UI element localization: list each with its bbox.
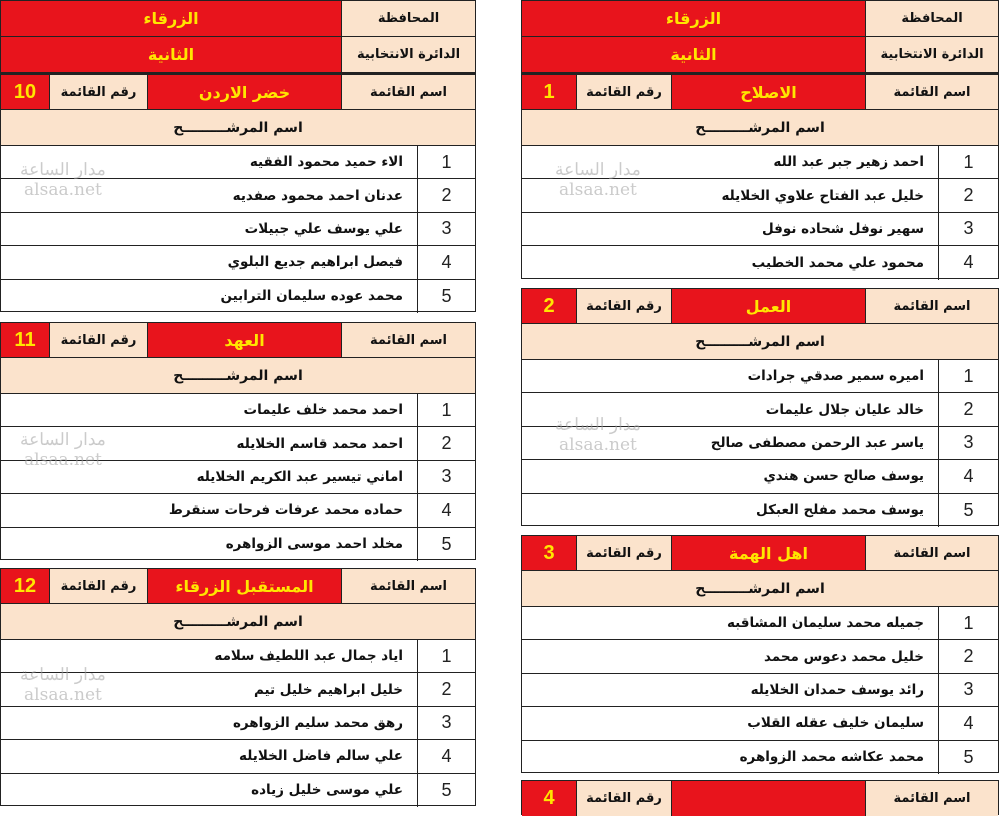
list-number: 1 xyxy=(522,75,576,109)
list-title-row xyxy=(1,569,475,604)
list-name: اهل الهمة xyxy=(671,536,865,570)
list-name xyxy=(671,781,865,816)
table-row xyxy=(522,640,998,673)
candidate-name: احمد زهير جبر عبد الله xyxy=(773,154,924,171)
candidate-header: اسم المرشـــــــــح xyxy=(522,324,998,359)
candidate-index: 3 xyxy=(938,674,998,706)
candidate-index: 3 xyxy=(938,427,998,459)
candidate-name: حماده محمد عرفات فرحات سنقرط xyxy=(168,502,403,519)
list-name: الاصلاح xyxy=(671,75,865,109)
list-number: 4 xyxy=(522,781,576,816)
candidate-index: 3 xyxy=(417,707,475,739)
watermark-en: alsaa.net xyxy=(559,180,637,200)
list-name-label: اسم القائمة xyxy=(865,781,998,816)
watermark-ar: مدار الساعة xyxy=(20,430,106,450)
table-row xyxy=(522,607,998,640)
candidate-name: علي سالم فاضل الخلايله xyxy=(239,748,403,765)
candidate-header: اسم المرشـــــــــح xyxy=(522,571,998,606)
candidate-list-table xyxy=(521,535,999,773)
list-number-label: رقم القائمة xyxy=(49,569,147,603)
table-row xyxy=(1,740,475,773)
table-row xyxy=(522,494,998,527)
candidate-name: احمد محمد خلف عليمات xyxy=(243,402,403,419)
list-title-row xyxy=(522,289,998,324)
list-title-row xyxy=(522,75,998,110)
list-number-label: رقم القائمة xyxy=(49,75,147,109)
district-label: الدائرة الانتخابية xyxy=(341,37,475,72)
candidate-index: 2 xyxy=(938,179,998,211)
candidate-header-row xyxy=(1,110,475,146)
watermark-ar: مدار الساعة xyxy=(20,665,106,685)
candidate-index: 5 xyxy=(938,741,998,774)
candidate-index: 3 xyxy=(417,213,475,245)
table-row xyxy=(522,246,998,279)
candidate-header: اسم المرشـــــــــح xyxy=(1,604,475,639)
table-row xyxy=(1,774,475,807)
table-row xyxy=(1,394,475,427)
province-row xyxy=(522,1,998,37)
table-row xyxy=(522,360,998,393)
candidate-name: عدنان احمد محمود صفديه xyxy=(232,187,403,204)
list-title-row xyxy=(522,781,998,816)
candidate-index: 4 xyxy=(417,494,475,526)
candidate-index: 5 xyxy=(417,280,475,313)
list-number-label: رقم القائمة xyxy=(576,289,671,323)
candidate-index: 5 xyxy=(938,494,998,527)
list-number: 3 xyxy=(522,536,576,570)
list-name-label: اسم القائمة xyxy=(341,323,475,357)
list-name-label: اسم القائمة xyxy=(341,75,475,109)
candidate-name: محمود علي محمد الخطيب xyxy=(751,254,924,271)
candidate-header-row xyxy=(522,571,998,607)
candidate-index: 1 xyxy=(938,146,998,178)
watermark xyxy=(20,430,106,470)
candidate-name: محمد عكاشه محمد الزواهره xyxy=(739,749,924,766)
table-row xyxy=(522,460,998,493)
candidate-list-table xyxy=(521,780,999,815)
candidate-name: سهير نوفل شحاده نوفل xyxy=(761,220,924,237)
list-title-row xyxy=(1,75,475,110)
list-number-label: رقم القائمة xyxy=(576,781,671,816)
candidate-name: اياد جمال عبد اللطيف سلامه xyxy=(214,648,403,665)
candidate-index: 1 xyxy=(938,360,998,392)
candidate-name: يوسف صالح حسن هندي xyxy=(763,468,924,485)
list-name: العمل xyxy=(671,289,865,323)
list-number-label: رقم القائمة xyxy=(49,323,147,357)
table-row xyxy=(522,741,998,774)
watermark-en: alsaa.net xyxy=(24,450,102,470)
list-name-label: اسم القائمة xyxy=(865,75,998,109)
table-row xyxy=(1,246,475,279)
candidate-name: ياسر عبد الرحمن مصطفى صالح xyxy=(710,434,924,451)
watermark-en: alsaa.net xyxy=(559,435,637,455)
candidate-name: خالد عليان جلال عليمات xyxy=(765,401,924,418)
list-number-label: رقم القائمة xyxy=(576,75,671,109)
candidate-name: الاء حميد محمود الفقيه xyxy=(249,154,403,171)
candidate-index: 3 xyxy=(938,213,998,245)
candidate-header: اسم المرشـــــــــح xyxy=(1,110,475,145)
candidate-name: علي يوسف علي جبيلات xyxy=(244,220,403,237)
candidate-index: 1 xyxy=(417,146,475,178)
candidate-name: رهق محمد سليم الزواهره xyxy=(232,714,403,731)
candidate-name: سليمان خليف عقله القلاب xyxy=(747,715,924,732)
table-row xyxy=(1,494,475,527)
candidate-name: احمد محمد قاسم الخلايله xyxy=(236,435,403,452)
watermark-ar: مدار الساعة xyxy=(555,415,641,435)
candidate-index: 2 xyxy=(938,640,998,672)
candidate-name: خليل عبد الفتاح علاوي الخلايله xyxy=(721,187,924,204)
candidate-index: 4 xyxy=(938,246,998,279)
candidate-index: 4 xyxy=(417,246,475,278)
candidate-name: فيصل ابراهيم جديع البلوي xyxy=(227,254,403,271)
region-header xyxy=(0,0,476,74)
list-title-row xyxy=(1,323,475,358)
candidate-name: مخلد احمد موسى الزواهره xyxy=(225,536,403,553)
list-number: 11 xyxy=(1,323,49,357)
watermark xyxy=(20,665,106,705)
list-name-label: اسم القائمة xyxy=(341,569,475,603)
table-row xyxy=(522,213,998,246)
table-row xyxy=(1,707,475,740)
candidate-index: 3 xyxy=(417,461,475,493)
candidate-index: 1 xyxy=(417,640,475,672)
list-name: المستقبل الزرقاء xyxy=(147,569,341,603)
watermark xyxy=(20,160,106,200)
table-row xyxy=(1,280,475,313)
province-value: الزرقاء xyxy=(522,1,865,36)
watermark-ar: مدار الساعة xyxy=(555,160,641,180)
table-row xyxy=(1,213,475,246)
candidate-index: 2 xyxy=(417,673,475,705)
watermark xyxy=(555,160,641,200)
candidate-header-row xyxy=(522,324,998,360)
list-name-label: اسم القائمة xyxy=(865,536,998,570)
candidate-header-row xyxy=(522,110,998,146)
province-row xyxy=(1,1,475,37)
district-value: الثانية xyxy=(522,37,865,72)
candidate-index: 2 xyxy=(417,427,475,459)
candidate-index: 2 xyxy=(417,179,475,211)
list-number-label: رقم القائمة xyxy=(576,536,671,570)
list-number: 12 xyxy=(1,569,49,603)
list-name: العهد xyxy=(147,323,341,357)
province-label: المحافظة xyxy=(341,1,475,36)
table-row xyxy=(522,674,998,707)
list-number: 10 xyxy=(1,75,49,109)
candidate-name: رائد يوسف حمدان الخلايله xyxy=(750,681,924,698)
candidate-index: 4 xyxy=(938,707,998,739)
candidate-index: 4 xyxy=(938,460,998,492)
candidate-header-row xyxy=(1,358,475,394)
candidate-index: 2 xyxy=(938,393,998,425)
district-value: الثانية xyxy=(1,37,341,72)
candidate-header: اسم المرشـــــــــح xyxy=(522,110,998,145)
province-value: الزرقاء xyxy=(1,1,341,36)
candidate-name: خليل ابراهيم خليل تيم xyxy=(253,681,403,698)
watermark-en: alsaa.net xyxy=(24,685,102,705)
watermark xyxy=(555,415,641,455)
candidate-name: محمد عوده سليمان الترابين xyxy=(220,288,403,305)
district-row xyxy=(1,37,475,73)
district-label: الدائرة الانتخابية xyxy=(865,37,998,72)
candidate-header-row xyxy=(1,604,475,640)
candidate-index: 4 xyxy=(417,740,475,772)
list-name: خضر الاردن xyxy=(147,75,341,109)
candidate-name: يوسف محمد مفلح العبكل xyxy=(756,502,924,519)
province-label: المحافظة xyxy=(865,1,998,36)
candidate-index: 1 xyxy=(417,394,475,426)
table-row xyxy=(522,707,998,740)
district-row xyxy=(522,37,998,73)
list-number: 2 xyxy=(522,289,576,323)
candidate-name: خليل محمد دعوس محمد xyxy=(763,648,924,665)
watermark-en: alsaa.net xyxy=(24,180,102,200)
watermark-ar: مدار الساعة xyxy=(20,160,106,180)
table-row xyxy=(1,528,475,561)
candidate-index: 5 xyxy=(417,774,475,807)
candidate-list-table xyxy=(521,288,999,526)
candidate-name: علي موسى خليل زياده xyxy=(251,782,403,799)
candidate-name: جميله محمد سليمان المشاقبه xyxy=(726,615,924,632)
candidate-index: 1 xyxy=(938,607,998,639)
region-header xyxy=(521,0,999,74)
candidate-header: اسم المرشـــــــــح xyxy=(1,358,475,393)
candidate-name: اميره سمير صدقي جرادات xyxy=(747,368,924,385)
list-name-label: اسم القائمة xyxy=(865,289,998,323)
list-title-row xyxy=(522,536,998,571)
candidate-index: 5 xyxy=(417,528,475,561)
candidate-name: اماني تيسير عبد الكريم الخلايله xyxy=(196,468,403,485)
